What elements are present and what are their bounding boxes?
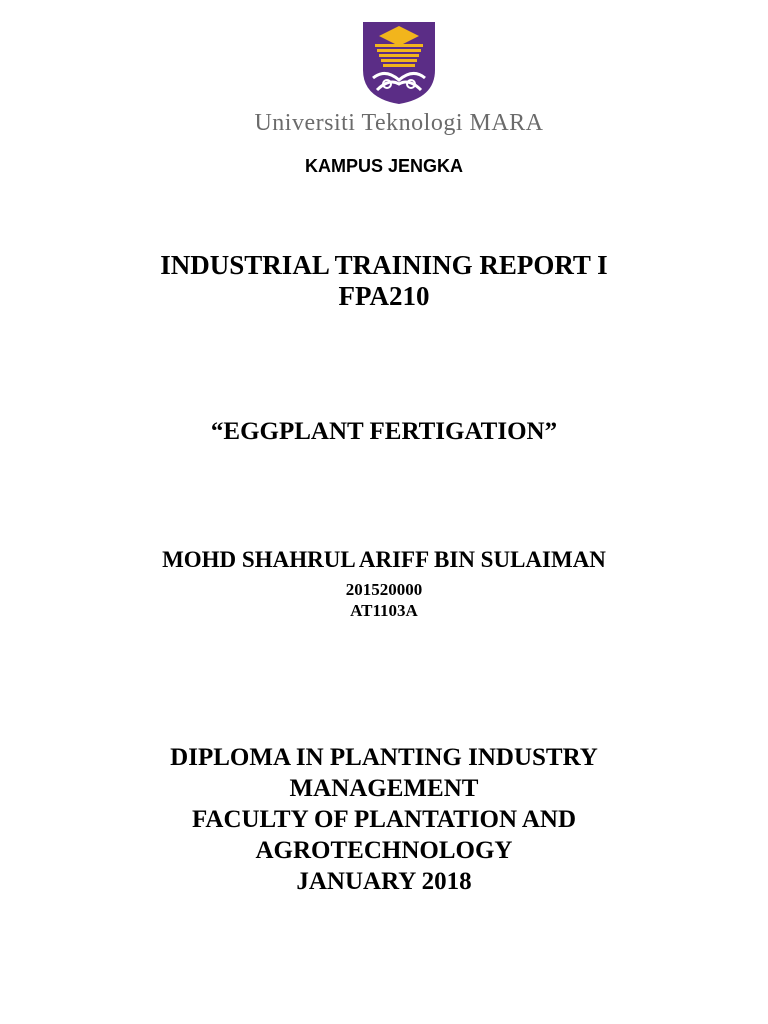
campus-name: KAMPUS JENGKA — [304, 156, 464, 176]
program-info — [0, 742, 768, 897]
faculty-line: FACULTY OF PLANTATION AND — [191, 806, 577, 833]
program-line: MANAGEMENT — [289, 775, 479, 802]
student-info — [0, 579, 768, 621]
student-group: AT1103A — [350, 601, 418, 620]
course-code: FPA210 — [338, 281, 430, 311]
report-title-line: INDUSTRIAL TRAINING REPORT I — [160, 250, 608, 280]
project-title: “EGGPLANT FERTIGATION” — [210, 418, 558, 445]
report-date: JANUARY 2018 — [296, 868, 472, 895]
faculty-line: AGROTECHNOLOGY — [255, 837, 513, 864]
program-line: DIPLOMA IN PLANTING INDUSTRY — [170, 744, 598, 771]
student-id: 201520000 — [345, 580, 423, 599]
student-name: MOHD SHAHRUL ARIFF BIN SULAIMAN — [162, 547, 606, 572]
report-title — [0, 250, 768, 312]
university-wordmark: Universiti Teknologi MARA — [254, 110, 544, 136]
uitm-crest-icon — [359, 18, 439, 106]
